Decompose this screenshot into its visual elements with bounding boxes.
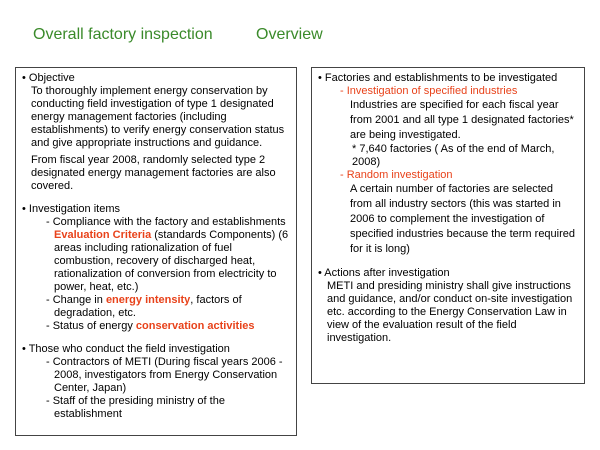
objective-text: To thoroughly implement energy conservation by conducting field investigation of type 1 designated energy management factories (including establishments) to verify energy conservation status and give appropriate instructions and guidance.: [31, 85, 285, 149]
page-subtitle: Overview: [256, 26, 323, 43]
specified-industries-text: Industries are specified for each fiscal year from 2001 and all type 1 designated factories* are being investigated.: [350, 99, 574, 141]
objective-heading: • Objective: [22, 72, 75, 84]
item-evaluation-criteria: - Compliance with the factory and establishments Evaluation Criteria (standards Components) (6 areas including rationalization of fuel combustion, recovery of discharged heat, rationalization of conversion from electricity to power, heat, etc.): [46, 216, 289, 293]
actions-text: METI and presiding ministry shall give instructions and guidance, and/or conduct on-site investigation etc. according to the Energy Conservation Law in view of the evaluation result of the field investigation.: [327, 280, 573, 344]
objective-text-2: From fiscal year 2008, randomly selected type 2 designated energy management factories are also covered.: [31, 154, 276, 192]
factories-heading: • Factories and establishments to be investigated: [318, 72, 558, 84]
specified-industries-heading: - Investigation of specified industries: [340, 85, 518, 97]
item-energy-intensity: - Change in energy intensity, factors of degradation, etc.: [46, 294, 242, 319]
random-investigation-text: A certain number of factories are selected from all industry sectors (this was started in 2006 to complement the investigation of specified industries because the term required for it is long): [350, 183, 576, 255]
conduct-contractors: - Contractors of METI (During fiscal years 2006 - 2008, investigators from Energy Conservation Center, Japan): [46, 356, 283, 394]
conduct-heading: • Those who conduct the field investigation: [22, 343, 230, 355]
page-title: Overall factory inspection: [33, 26, 213, 43]
random-investigation-heading: - Random investigation: [340, 169, 453, 181]
items-heading: • Investigation items: [22, 203, 121, 215]
conduct-staff: - Staff of the presiding ministry of the establishment: [46, 395, 225, 420]
specified-industries-note: * 7,640 factories ( As of the end of March, 2008): [352, 143, 555, 168]
actions-heading: • Actions after investigation: [318, 267, 450, 279]
right-panel: [311, 67, 585, 384]
item-conservation-activities: - Status of energy conservation activities: [46, 320, 255, 332]
left-panel: [15, 67, 297, 436]
